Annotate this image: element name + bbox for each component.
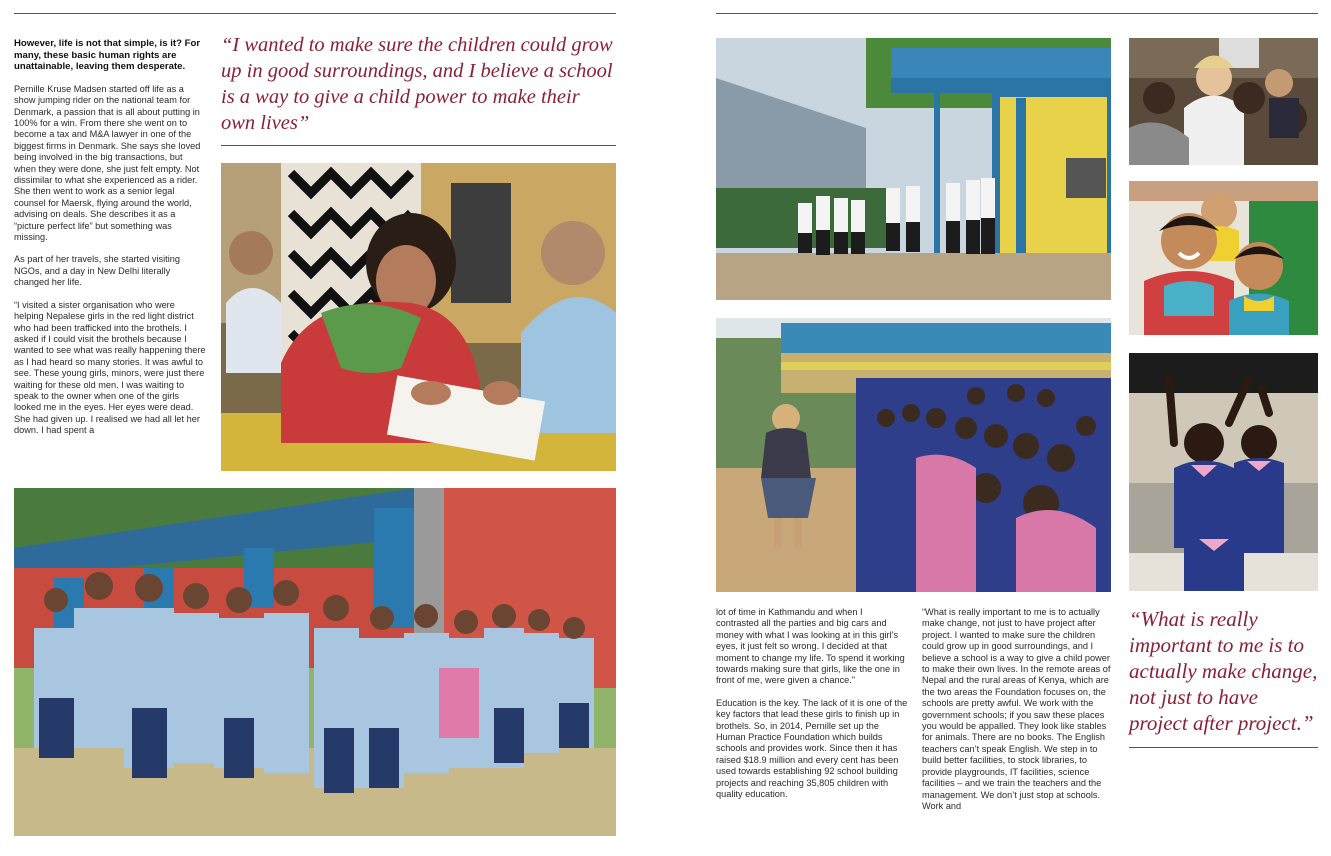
- photo-kids-raising-hands: [1129, 353, 1318, 591]
- photo-woman-with-children: [1129, 38, 1318, 165]
- top-rule-left: [14, 13, 616, 14]
- paragraph: Pernille Kruse Madsen started off life as a show jumping rider on the national team for Denmark, a passion that is all about putting in 100% for a win. From there she went on to become a tax and M&A lawyer in one of the biggest firms in Denmark. She says she loved being involved in the big transactions, but when they were done, she just felt empty. Not dissimilar to what she experienced as a rider. She then went to work as a senior legal counsel for Maersk, flying around the world, advising on deals. She describes it as a “picture perfect life” but something was missing.: [14, 83, 201, 243]
- photo-girl-writing: [221, 163, 616, 471]
- paragraph: “What is really important to me is to actually make change, not just to have project after project. I wanted to make sure the children could grow up in good surroundings, and I believe a school is a way to give a child power to make their own lives. In the remote areas of Nepal and the rural areas of Kenya, which are the two areas the Foundation focuses on, the schools are pretty awful. We work with the government schools; if you saw these places you would be appalled. They look like stables for animals. There are no books. The English teachers can’t speak English. We step in to build better facilities, to stock libraries, to provide playgrounds, IT facilities, science facilities – and we train the teachers and the management. We don’t just stop at schools. Work and: [922, 607, 1111, 811]
- right-column-1-text: [716, 607, 908, 812]
- quote-rule-left: [221, 145, 616, 146]
- top-rule-right: [716, 13, 1318, 14]
- right-column-2-text: [922, 607, 1112, 823]
- paragraph: As part of her travels, she started visiting NGOs, and a day in New Delhi literally changed her life.: [14, 254, 180, 288]
- pull-quote-right: “What is really important to me is to actually make change, not just to have project after project.”: [1129, 607, 1318, 735]
- photo-school-building: [716, 38, 1111, 300]
- quote-rule-right: [1129, 747, 1318, 748]
- photo-smiling-boys: [1129, 181, 1318, 335]
- lead-paragraph: However, life is not that simple, is it? For many, these basic human rights are unattainable, leaving them desperate.: [14, 38, 201, 73]
- left-column-text: [14, 38, 206, 448]
- photo-school-group: [14, 488, 616, 836]
- paragraph: “I visited a sister organisation who were helping Nepalese girls in the red light district who had been trafficked into the brothels. I asked if I could visit the brothels because I wanted to see what was really happening there as I had heard so many stories. It was awful to see. These young girls, minors, were just there waiting for these old men. I was waiting to speak to the owner when one of the girls looked me in the eyes. Her eyes were dead. She had given up. I realised we had all let her down. I had spent a: [14, 299, 206, 436]
- photo-running-with-students: [716, 318, 1111, 592]
- paragraph: Education is the key. The lack of it is one of the key factors that lead these girls to finish up in brothels. So, in 2014, Pernille set up the Human Practice Foundation which builds schools and provides work. Since then it has raised $18.9 million and every cent has been used towards establishing 92 school building projects and reaching 35,805 children with quality education.: [716, 697, 908, 800]
- paragraph: lot of time in Kathmandu and when I contrasted all the parties and big cars and money with what I was looking at in this girl’s eyes, it just felt so wrong. I decided at that moment to change my life. To spend it working towards making sure that girls, like the one in front of me, were given a chance.”: [716, 607, 905, 686]
- pull-quote-left: “I wanted to make sure the children could grow up in good surroundings, and I believe a school is a way to give a child power to make their own lives”: [221, 34, 613, 134]
